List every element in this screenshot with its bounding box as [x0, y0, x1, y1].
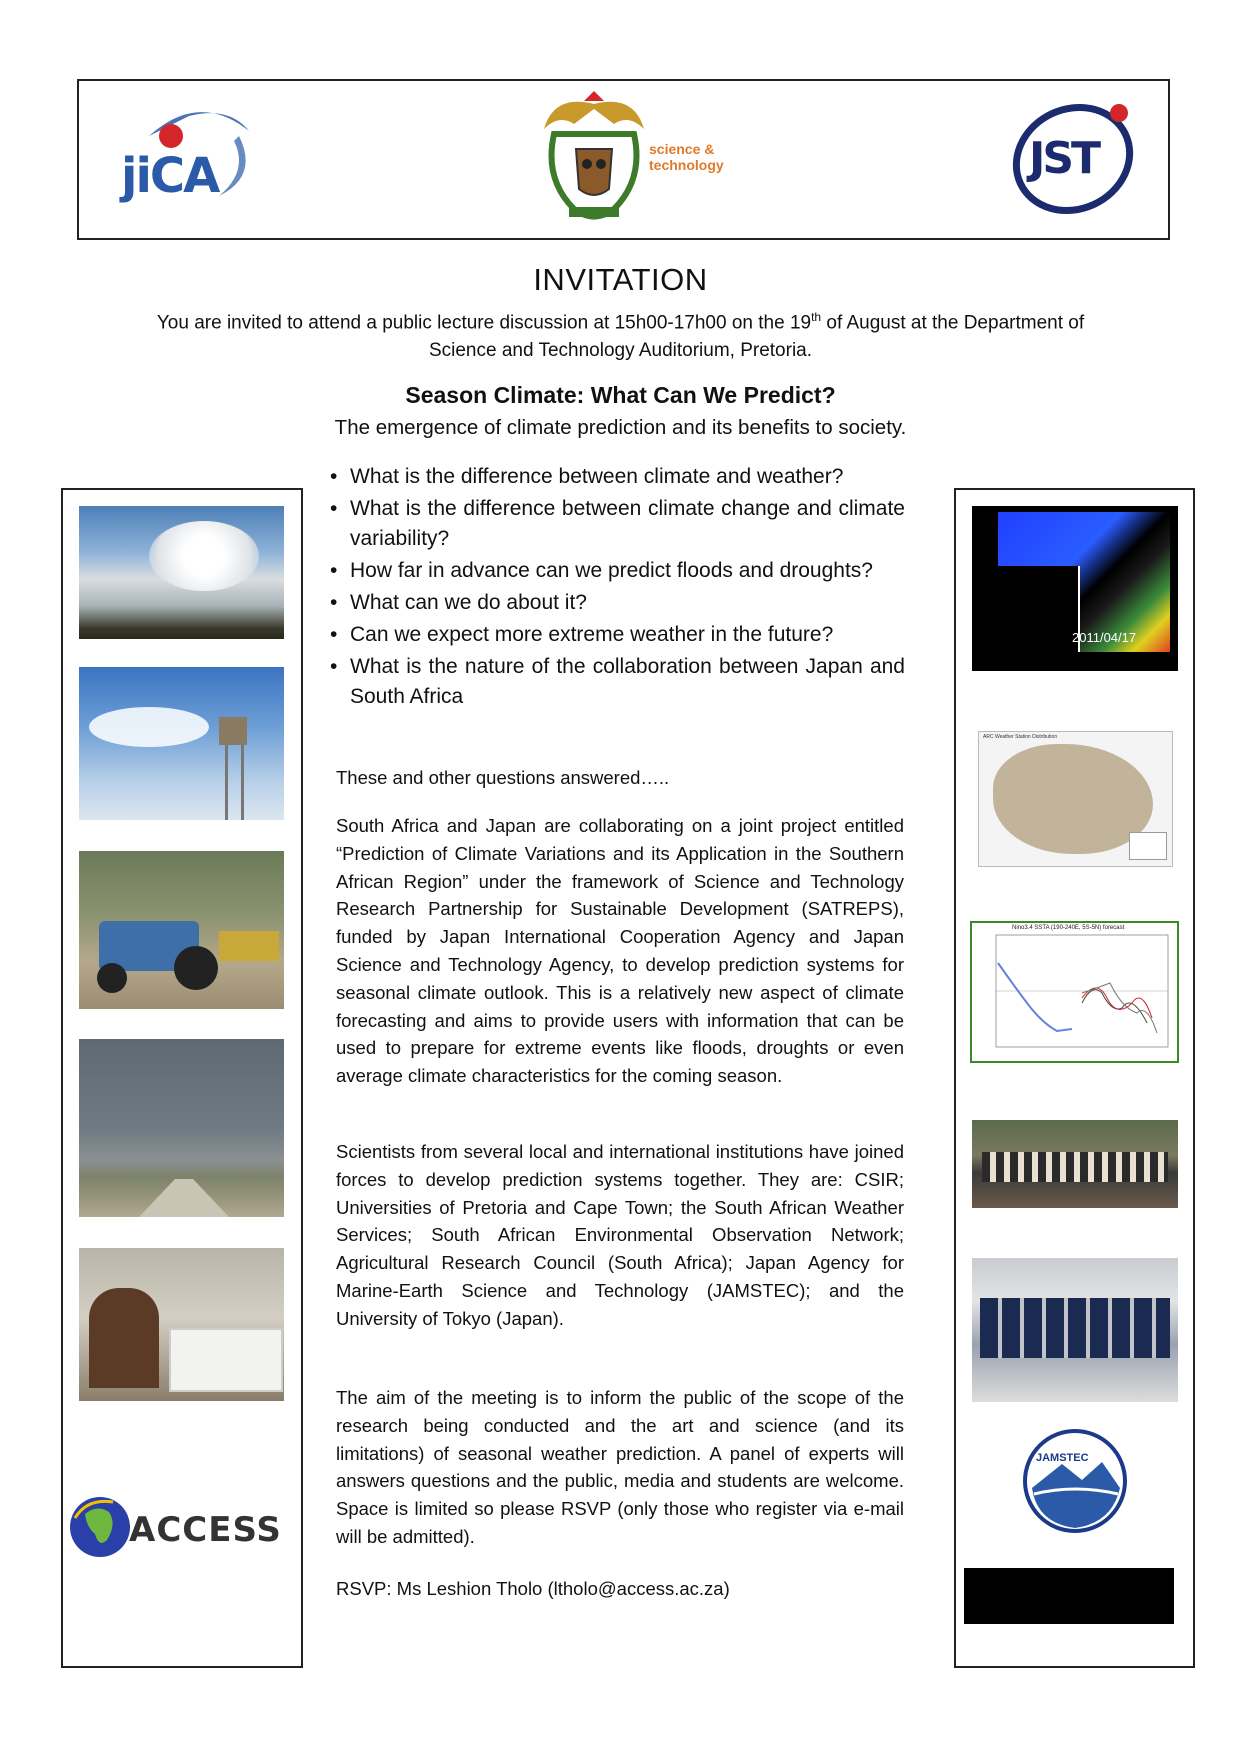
list-item: • What is the difference between climate change and climate variability? — [330, 494, 905, 554]
header-logo-box — [77, 79, 1170, 240]
photo-storm-cloud — [79, 506, 284, 639]
list-item: • What is the nature of the collaboration between Japan and South Africa — [330, 652, 905, 712]
invitation-line-2: Science and Technology Auditorium, Pretoria. — [428, 340, 813, 362]
list-item: • Can we expect more extreme weather in the future? — [330, 620, 905, 650]
body-intro: These and other questions answered….. — [336, 767, 670, 788]
station-map-image — [978, 731, 1173, 867]
photo-stormy-road — [79, 1039, 284, 1217]
list-item: • What can we do about it? — [330, 588, 905, 618]
invitation-line-1-sup: th — [811, 310, 822, 324]
invitation-line-1 — [80, 303, 1161, 337]
coat-of-arms-icon — [534, 89, 654, 229]
photo-supercomputer — [972, 1258, 1178, 1402]
dst-logo-text: science & technology — [649, 141, 724, 173]
body-paragraph-3: The aim of the meeting is to inform the public of the scope of the research being conducted and the art and science (and its limitations) of seasonal weather prediction. A panel of experts will answers questions and the public, media and students are welcome. Space is limited so please RSVP (only those who register via e-mail will be admitted). — [336, 1387, 904, 1547]
nino-chart-title: Nino3.4 SSTA (190-240E, 5S-5N) forecast — [1012, 925, 1125, 931]
photo-people-water-tub — [79, 1248, 284, 1401]
rsvp-line: RSVP: Ms Leshion Tholo (ltholo@access.ac.za) — [336, 1578, 730, 1599]
jamstec-logo-text: JAMSTEC — [1036, 1452, 1089, 1464]
body-paragraph-2: Scientists from several local and international institutions have joined forces to develop prediction systems together. They are: CSIR; Universities of Pretoria and Cape Town; the South African Weather Services; South African Environmental Observation Network; Agricultural Research Council (South Africa); Japan Agency for Marine-Earth Science and Technology (JAMSTEC); and the University of Tokyo (Japan). — [336, 1141, 904, 1329]
questions-list — [330, 462, 905, 714]
left-image-column — [61, 488, 303, 1668]
list-item: • How far in advance can we predict floods and droughts? — [330, 556, 905, 586]
access-logo — [67, 1494, 299, 1564]
station-map-title: ARC Weather Station Distribution — [983, 734, 1058, 740]
invitation-title-wrap — [80, 262, 1161, 298]
jica-logo — [109, 96, 259, 216]
invitation-line-1-a: You are invited to attend a public lecture discussion at 15h00-17h00 on the 19 — [156, 312, 812, 334]
lecture-title: Season Climate: What Can We Predict? — [405, 382, 836, 408]
jica-logo-text: jiCA — [121, 148, 219, 204]
jamstec-logo — [1022, 1428, 1128, 1534]
invitation-details — [80, 303, 1161, 365]
photo-group-scientists — [972, 1120, 1178, 1208]
right-image-column — [954, 488, 1195, 1668]
nino-forecast-chart — [970, 921, 1179, 1063]
lecture-subtitle: The emergence of climate prediction and its benefits to society. — [334, 416, 907, 439]
invitation-title: INVITATION — [533, 262, 708, 297]
photo-water-tower — [79, 667, 284, 820]
dst-coat-of-arms — [534, 89, 654, 229]
jst-logo — [1007, 93, 1147, 223]
body-paragraph-1: South Africa and Japan are collaborating on a joint project entitled “Prediction of Climate Variations and its Application in the Southern African Region” under the framework of Science and Technology Research Partnership for Sustainable Development (SATREPS), funded by Japan International Cooperation Agency and Japan Science and Technology Agency, to develop prediction systems for seasonal climate outlook. This is a relatively new aspect of climate forecasting and aims to provide users with information that can be used to prepare for extreme events like floods, droughts or even average climate characteristics for the coming season. — [336, 815, 904, 1087]
nino-chart-lines — [972, 923, 1177, 1061]
rainfall-map-date: 2011/04/17 — [1072, 630, 1137, 645]
photo-tractor — [79, 851, 284, 1009]
jamstec-logo-graphic — [1022, 1428, 1128, 1534]
list-item: • What is the difference between climate and weather? — [330, 462, 905, 492]
redacted-black-box — [964, 1568, 1174, 1624]
rainfall-map-image — [972, 506, 1178, 671]
globe-icon — [67, 1494, 133, 1560]
invitation-line-1-b: of August at the Department of — [821, 312, 1085, 334]
access-logo-text: ACCESS — [129, 1510, 282, 1550]
jst-logo-text: JST — [1029, 133, 1099, 184]
